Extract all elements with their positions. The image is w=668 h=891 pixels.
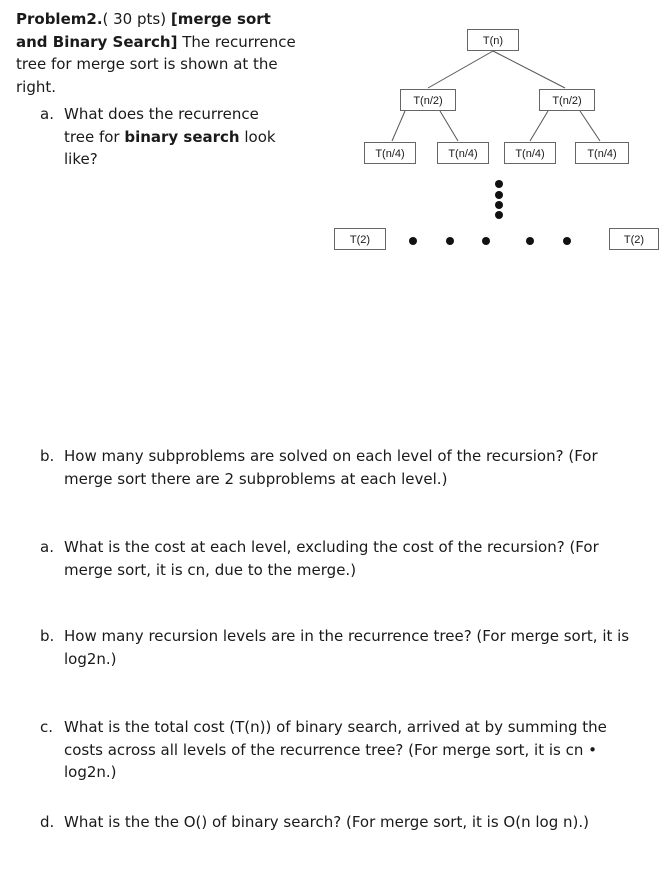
ellipsis-dot [482, 237, 490, 245]
ellipsis-dot [409, 237, 417, 245]
edge-l1a-l2b [440, 111, 458, 141]
problem-number: Problem2. [16, 10, 103, 28]
question-label: b. [40, 447, 55, 465]
edge-l1a-l2a [392, 111, 405, 141]
ellipsis-dot [563, 237, 571, 245]
ellipsis-dot [495, 201, 503, 209]
question-text-line: What is the the O() of binary search? (For merge sort, it is O(n log n).) [64, 813, 589, 831]
edge-l1b-l2d [580, 111, 600, 141]
ellipsis-dot [495, 180, 503, 188]
question-text-line: merge sort there are 2 subproblems at each level.) [64, 469, 448, 488]
question-a1-line2-post: look [239, 127, 276, 146]
ellipsis-dot [446, 237, 454, 245]
edge-root-left [428, 51, 493, 88]
edge-root-right [493, 51, 565, 88]
question-text-line: merge sort, it is cn, due to the merge.) [64, 560, 357, 579]
intro-text-line4: right. [16, 77, 57, 96]
problem-points: ( 30 pts) [102, 10, 171, 28]
tree-node-level2-4: T(n/4) [575, 142, 629, 164]
intro-text-line3: tree for merge sort is shown at the [16, 55, 278, 73]
question-text-line: log2n.) [64, 649, 117, 668]
ellipsis-dot [495, 191, 503, 199]
question-a1-line2-bold: binary search [124, 127, 240, 146]
question-a1-label: a. [40, 105, 54, 123]
tree-node-level1-right: T(n/2) [539, 89, 595, 111]
question-a1-line1: What does the recurrence [64, 105, 259, 123]
question-label: a. [40, 538, 54, 556]
ellipsis-dot [526, 237, 534, 245]
question-label: c. [40, 718, 54, 736]
tree-node-level2-2: T(n/4) [437, 142, 489, 164]
tree-node-level1-left: T(n/2) [400, 89, 456, 111]
question-a1-line3: like? [64, 150, 98, 168]
tree-node-level2-3: T(n/4) [504, 142, 556, 164]
question-text-line: What is the total cost (T(n)) of binary search, arrived at by summing the [64, 718, 607, 736]
question-text-line: log2n.) [64, 763, 117, 781]
question-label: b. [40, 627, 55, 645]
problem-topic-part1: [merge sort [170, 10, 271, 28]
edge-l1b-l2c [530, 111, 548, 141]
problem-topic-part2: and Binary Search] [16, 32, 178, 51]
tree-node-root: T(n) [467, 29, 519, 51]
question-label: d. [40, 813, 55, 831]
question-text-line: How many subproblems are solved on each level of the recursion? (For [64, 447, 598, 465]
ellipsis-dot [495, 211, 503, 219]
question-text-line: costs across all levels of the recurrence tree? (For merge sort, it is cn • [64, 740, 597, 759]
tree-node-level2-1: T(n/4) [364, 142, 416, 164]
tree-node-leaf-left: T(2) [334, 228, 386, 250]
tree-node-leaf-right: T(2) [609, 228, 659, 250]
intro-text-part1: The recurrence [177, 32, 296, 51]
question-a1-line2-pre: tree for [64, 127, 125, 146]
question-text-line: What is the cost at each level, excluding the cost of the recursion? (For [64, 538, 599, 556]
question-text-line: How many recursion levels are in the recurrence tree? (For merge sort, it is [64, 627, 630, 645]
